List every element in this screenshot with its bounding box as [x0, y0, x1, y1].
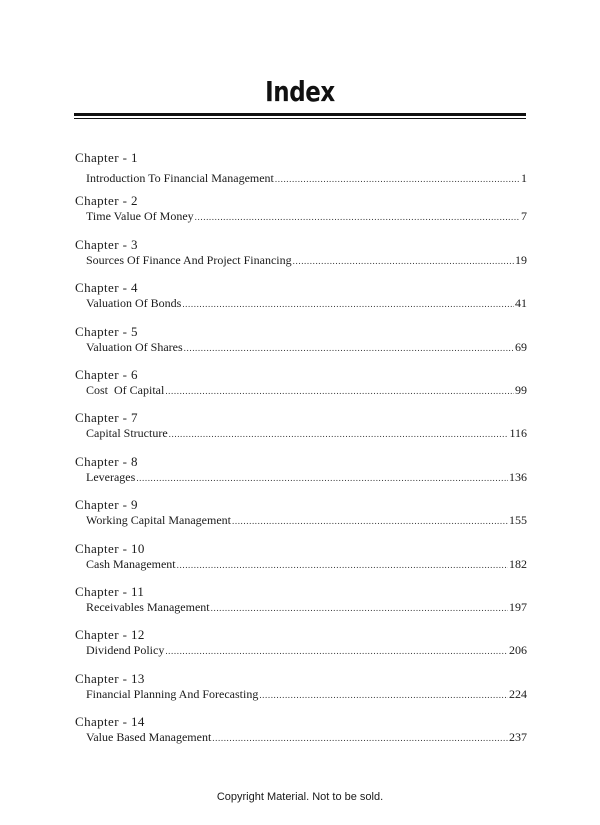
entry-page-number: 19	[515, 252, 527, 267]
chapter-label: Chapter - 7	[75, 410, 138, 426]
chapter-label: Chapter - 10	[75, 540, 145, 556]
toc-chapter-4	[75, 280, 527, 323]
entry-page-number: 206	[509, 643, 527, 658]
dot-leader	[165, 643, 508, 659]
entry-page-number: 7	[521, 209, 527, 224]
toc-chapter-11	[75, 584, 527, 627]
copyright-footer: Copyright Material. Not to be sold.	[216, 791, 384, 803]
entry-title: Cost Of Capital	[86, 382, 165, 397]
entry-page-number: 237	[509, 730, 527, 745]
entry-page-number: 224	[509, 686, 527, 701]
entry-title: Valuation Of Shares	[86, 339, 183, 354]
dot-leader	[259, 687, 508, 703]
dot-leader	[212, 730, 508, 746]
toc-chapter-12	[75, 627, 527, 670]
toc-entry[interactable]	[86, 382, 527, 399]
toc-entry[interactable]	[86, 295, 527, 312]
title-rule-thin	[74, 118, 526, 119]
entry-title: Introduction To Financial Management	[86, 171, 274, 185]
toc-chapter-14	[75, 714, 527, 757]
toc-chapter-3	[75, 237, 527, 280]
toc-chapter-9	[75, 497, 527, 540]
toc-chapter-7	[75, 410, 527, 453]
table-of-contents	[75, 150, 527, 757]
entry-title: Receivables Management	[86, 599, 210, 614]
entry-title: Valuation Of Bonds	[86, 296, 182, 311]
dot-leader	[182, 296, 514, 312]
chapter-label: Chapter - 8	[75, 453, 138, 469]
chapter-label: Chapter - 12	[75, 627, 145, 643]
toc-chapter-1	[75, 150, 527, 193]
dot-leader	[184, 340, 514, 356]
chapter-label: Chapter - 6	[75, 366, 138, 382]
toc-chapter-5	[75, 324, 527, 367]
entry-title: Financial Planning And Forecasting	[86, 686, 259, 701]
chapter-label: Chapter - 9	[75, 497, 138, 513]
toc-chapter-2	[75, 193, 527, 236]
dot-leader	[211, 600, 508, 616]
toc-chapter-8	[75, 454, 527, 497]
page-title: Index	[265, 75, 335, 108]
chapter-label: Chapter - 1	[75, 150, 138, 165]
chapter-label: Chapter - 3	[75, 236, 138, 252]
toc-chapter-10	[75, 541, 527, 584]
entry-title: Sources Of Finance And Project Financing	[86, 252, 292, 267]
entry-page-number: 99	[515, 382, 527, 397]
chapter-label: Chapter - 11	[75, 583, 145, 599]
toc-entry[interactable]	[86, 642, 527, 659]
entry-title: Leverages	[86, 469, 136, 484]
toc-entry[interactable]	[86, 252, 527, 269]
dot-leader	[136, 470, 508, 486]
toc-entry[interactable]	[86, 729, 527, 746]
entry-title: Value Based Management	[86, 730, 212, 745]
dot-leader	[293, 253, 514, 269]
dot-leader	[165, 383, 514, 399]
dot-leader	[275, 171, 520, 187]
entry-page-number: 155	[509, 513, 527, 528]
toc-entry[interactable]	[86, 425, 527, 442]
chapter-label: Chapter - 5	[75, 323, 138, 339]
dot-leader	[195, 209, 520, 225]
toc-chapter-13	[75, 671, 527, 714]
entry-title: Working Capital Management	[86, 513, 231, 528]
toc-entry[interactable]	[86, 469, 527, 486]
toc-entry[interactable]	[86, 556, 527, 573]
entry-title: Cash Management	[86, 556, 176, 571]
chapter-label: Chapter - 13	[75, 670, 145, 686]
dot-leader	[232, 513, 508, 529]
toc-entry[interactable]	[86, 686, 527, 703]
chapter-label: Chapter - 2	[75, 193, 138, 209]
entry-page-number: 1	[521, 171, 527, 185]
entry-title: Time Value Of Money	[86, 209, 194, 224]
entry-page-number: 197	[509, 599, 527, 614]
entry-page-number: 69	[515, 339, 527, 354]
dot-leader	[169, 426, 509, 442]
toc-entry[interactable]	[86, 512, 527, 529]
toc-entry[interactable]	[86, 170, 527, 187]
dot-leader	[177, 557, 508, 573]
toc-entry[interactable]	[86, 208, 527, 225]
title-rule-thick	[74, 113, 526, 116]
entry-page-number: 136	[509, 469, 527, 484]
chapter-label: Chapter - 4	[75, 280, 138, 296]
toc-entry[interactable]	[86, 599, 527, 616]
entry-title: Capital Structure	[86, 426, 168, 441]
toc-chapter-6	[75, 367, 527, 410]
chapter-label: Chapter - 14	[75, 714, 145, 730]
entry-page-number: 41	[515, 296, 527, 311]
entry-page-number: 116	[509, 426, 527, 441]
entry-page-number: 182	[509, 556, 527, 571]
entry-title: Dividend Policy	[86, 643, 165, 658]
toc-entry[interactable]	[86, 339, 527, 356]
